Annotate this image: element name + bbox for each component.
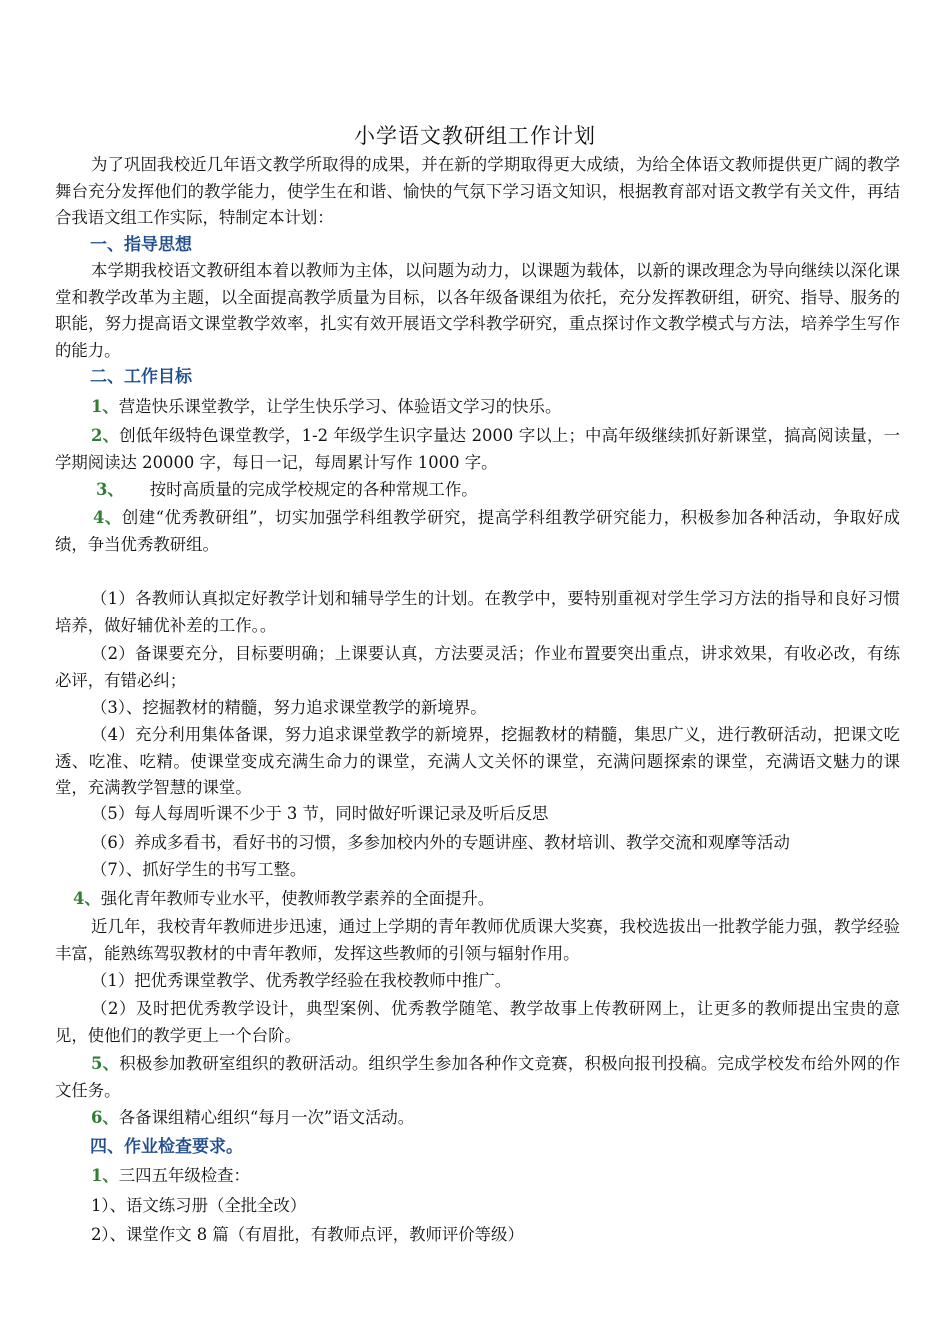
point-4-body: 近几年，我校青年教师进步迅速，通过上学期的青年教师优质课大奖赛，我校选拔出一批教学能力强，教学经验丰富，能熟练驾驭教材的中青年教师，发挥这些教师的引领与辐射作用。: [55, 917, 900, 963]
point-6-text: 各备课组精心组织“每月一次”语文活动。: [118, 1108, 415, 1127]
item-4: （4）充分利用集体备课，努力追求课堂教学的新境界，挖掘教材的精髓，集思广义，进行教研活动，把课文吃透、吃准、吃精。使课堂变成充满生命力的课堂，充满人文关怀的课堂，充满问题探索的课堂，充满语文魅力的课堂，充满教学智慧的课堂。: [55, 725, 900, 797]
goal-2-number: 2、: [91, 426, 120, 445]
point-5: [55, 1051, 900, 1104]
item-5: （5）每人每周听课不少于 3 节，同时做好听课记录及听后反思: [91, 804, 549, 823]
section4-heading: 四、作业检查要求。: [90, 1137, 243, 1157]
section4-sub-1-text: 三四五年级检查：: [118, 1166, 250, 1185]
page-title: 小学语文教研组工作计划: [354, 124, 596, 148]
goal-1-text: 营造快乐课堂教学，让学生快乐学习、体验语文学习的快乐。: [118, 397, 562, 416]
intro-paragraph: 为了巩固我校近几年语文教学所取得的成果，并在新的学期取得更大成绩，为给全体语文教师提供更广阔的教学舞台充分发挥他们的教学能力，使学生在和谐、愉快的气氛下学习语文知识，根据教育部对语文教学有关文件，再结合我语文组工作实际，特制定本计划：: [55, 155, 900, 227]
item-3: （3）、挖掘教材的精髓，努力追求课堂教学的新境界。: [91, 698, 487, 717]
check-line-1: 1）、语文练习册（全批全改）: [91, 1196, 307, 1215]
item-6: （6）养成多看书，看好书的习惯，多参加校内外的专题讲座、教材培训、教学交流和观摩等活动: [91, 833, 790, 852]
goal-3-text: 按时高质量的完成学校规定的各种常规工作。: [149, 480, 478, 499]
item-2: （2）备课要充分，目标要明确；上课要认真，方法要灵活；作业布置要突出重点，讲求效果，有收必改，有练必评，有错必纠；: [55, 644, 900, 690]
section1-heading: 一、指导思想: [90, 235, 192, 255]
section1-body: 本学期我校语文教研组本着以教师为主体，以问题为动力，以课题为载体，以新的课改理念为导向继续以深化课堂和教学改革为主题，以全面提高教学质量为目标，以各年级备课组为依托，充分发挥教研组，研究、指导、服务的职能，努力提高语文课堂教学效率，扎实有效开展语文学科教学研究，重点探讨作文教学模式与方法，培养学生写作的能力。: [55, 261, 900, 360]
item-1: （1）各教师认真拟定好教学计划和辅导学生的计划。在教学中，要特别重视对学生学习方法的指导和良好习惯培养，做好辅优补差的工作。。: [55, 589, 900, 635]
point-5-number: 5、: [91, 1054, 120, 1073]
section4-sub-1: [55, 1163, 900, 1190]
check-line-2: 2）、课堂作文 8 篇（有眉批，有教师点评，教师评价等级）: [91, 1225, 524, 1244]
point-4: [55, 886, 900, 913]
point-4-item-2: （2）及时把优秀教学设计，典型案例、优秀教学随笔、教学故事上传教研网上，让更多的教师提出宝贵的意见，使他们的教学更上一个台阶。: [55, 999, 900, 1045]
point-6: [55, 1105, 900, 1132]
point-6-number: 6、: [91, 1108, 119, 1127]
item-7: （7）、抓好学生的书写工整。: [91, 860, 307, 879]
goal-3: [96, 477, 900, 504]
point-4-text: 强化青年教师专业水平，使教师教学素养的全面提升。: [100, 889, 495, 908]
goal-1: [55, 394, 900, 421]
goal-1-number: 1、: [91, 397, 119, 416]
goal-3-number: 3、: [96, 480, 124, 499]
goal-2-text: 创低年级特色课堂教学，1-2 年级学生识字量达 2000 字以上；中高年级继续抓好新课堂，搞高阅读量，一学期阅读达 20000 字，每日一记，每周累计写作 1000 字。: [55, 426, 900, 472]
goal-4-text: 创建“优秀教研组”，切实加强学科组教学研究，提高学科组教学研究能力，积极参加各种活动，争取好成绩，争当优秀教研组。: [55, 508, 901, 554]
section4-sub-1-number: 1、: [91, 1166, 119, 1185]
point-4-number: 4、: [73, 889, 101, 908]
goal-4: [55, 505, 900, 558]
section2-heading: 二、工作目标: [90, 367, 192, 387]
goal-2: [55, 423, 900, 476]
point-4-item-1: （1）把优秀课堂教学、优秀教学经验在我校教师中推广。: [91, 971, 512, 990]
goal-4-number: 4、: [93, 508, 122, 527]
point-5-text: 积极参加教研室组织的教研活动。组织学生参加各种作文竞赛，积极向报刊投稿。完成学校发布给外网的作文任务。: [55, 1054, 900, 1100]
